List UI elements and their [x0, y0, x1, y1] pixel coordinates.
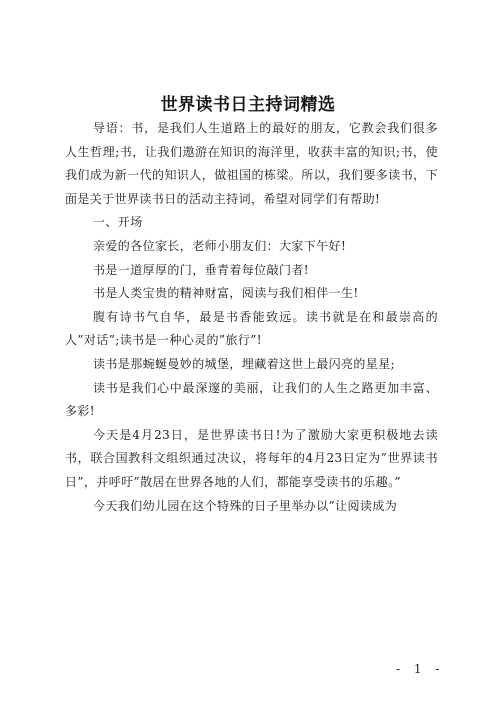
body-paragraph: 今天我们幼儿园在这个特殊的日子里举办以”让阅读成为	[93, 498, 398, 513]
document-title: 世界读书日主持词精选	[160, 95, 336, 115]
body-paragraph: 读书是我们心中最深邃的美丽，让我们的人生之路更加丰富、多彩!	[65, 380, 438, 419]
intro-paragraph: 导语：书，是我们人生道路上的最好的朋友，它教会我们很多人生哲理;书，让我们遨游在知识的海洋里，收获丰富的知识;书，使我们成为新一代的知识人，做祖国的栋梁。所以，我们要多读书，下面是关于世界读书日的活动主持词，希望对同学们有帮助!	[65, 121, 438, 206]
document-body	[65, 117, 438, 518]
body-paragraph: 书是人类宝贵的精神财富，阅读与我们相伴一生!	[93, 286, 359, 301]
body-paragraph: 亲爱的各位家长，老师小朋友们：大家下午好!	[93, 238, 347, 253]
body-paragraph: 今天是4月23日，是世界读书日!为了激励大家更积极地去读书，联合国教科文组织通过决议，将每年的4月23日定为”世界读书日”，并呼吁”散居在世界各地的人们，都能享受读书的乐趣。”	[65, 427, 438, 489]
body-paragraph: 腹有诗书气自华，最是书香能致远。读书就是在和最崇高的人”对话”;读书是一种心灵的”旅行”!	[65, 309, 438, 348]
body-paragraph: 读书是那蜿蜒曼妙的城堡，埋藏着这世上最闪亮的星星;	[93, 356, 396, 371]
section-heading-opening: 一、开场	[93, 215, 143, 230]
page-number: - 1 -	[396, 662, 445, 676]
body-paragraph: 书是一道厚厚的门，垂青着每位敲门者!	[93, 262, 310, 277]
